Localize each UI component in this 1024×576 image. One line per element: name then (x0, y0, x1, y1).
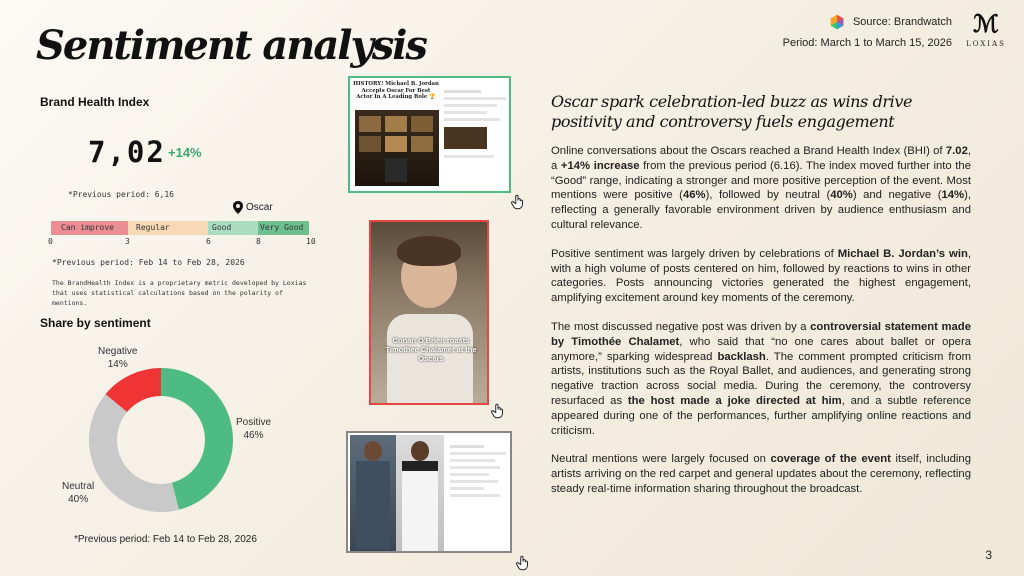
source-label: Source: Brandwatch (852, 16, 952, 28)
scale-regular: Regular (128, 221, 208, 235)
tick-3: 3 (125, 237, 130, 246)
label-neutral-name: Neutral (62, 481, 95, 492)
label-positive (236, 416, 271, 442)
post-comments (450, 441, 506, 501)
label-neutral (62, 480, 94, 506)
pointer-hand-icon (509, 193, 527, 211)
label-negative-name: Negative (98, 346, 138, 357)
bhi-period-note: *Previous period: Feb 14 to Feb 28, 2026 (52, 258, 245, 267)
post-image-left (350, 435, 396, 551)
post-headline: HISTORY! Michael B. Jordan Accepts Oscar For Best Actor In A Leading Role 🏆 (353, 81, 439, 100)
tick-0: 0 (48, 237, 53, 246)
bhi-change: +14% (168, 145, 202, 160)
paragraph-4: Neutral mentions were largely focused on coverage of the event itself, including artists arriving on the red carpet and general updates about the ceremony, reflecting steady real-time information sharing throughout the broadcast. (551, 453, 971, 495)
paragraph-2: Positive sentiment was largely driven by celebrations of Michael B. Jordan’s win, with a high volume of posts centered on him, followed by reactions to wins in other categories. Posts announcing victories generated the highest engagement, amplifying excitement around key moments of the ceremony. (551, 247, 971, 305)
logo-wordmark: LOXIAS (966, 40, 1006, 48)
scale-good: Good (208, 221, 258, 235)
share-footnote: *Previous period: Feb 14 to Feb 28, 2026 (74, 534, 257, 545)
paragraph-1: Online conversations about the Oscars reached a Brand Health Index (BHI) of 7.02, a +14% increase from the previous period (6.16). The index moved further into the “Good” range, indicating a stronger and more positive perception of the event. Most mentions were positive (46%), followed by neutral (40%) and negative (14%), reflecting a generally favorable environment driven by audience enthusiasm and cultural relevance. (551, 145, 972, 231)
paragraph-3: The most discussed negative post was driven by a controversial statement made by Timothée Chalamet, who said that “no one cares about ballet or opera anymore,” sparking widespread backlash. The comment prompted criticism from artists, institutions such as the Royal Ballet, and audiences, and generating strong negative traction across social media. During the ceremony, the controversy resurfaced as the host made a joke directed at him, and a subtle reference appeared during one of the performances, further amplifying online reactions and criticism. (551, 320, 972, 437)
pointer-hand-icon (489, 402, 507, 420)
tick-6: 6 (206, 237, 211, 246)
period-label: Period: March 1 to March 15, 2026 (782, 37, 952, 49)
marker-label: Oscar (246, 202, 273, 213)
sentiment-donut-chart (88, 367, 234, 513)
post-card-jordan[interactable] (348, 76, 511, 193)
label-positive-value: 46% (243, 430, 264, 441)
map-pin-icon (233, 201, 243, 214)
post-card-red-carpet[interactable] (346, 431, 512, 553)
oscar-marker (233, 201, 273, 214)
label-negative (98, 345, 137, 371)
tick-10: 10 (306, 237, 316, 246)
share-title: Share by sentiment (40, 316, 151, 330)
loxias-mark-icon: ℳ (973, 9, 999, 38)
scale-can-improve: Can improve (51, 221, 128, 235)
post-caption: Conan O'Brien roasts Timothée Chalamet at the Oscars (385, 336, 477, 363)
post-card-chalamet[interactable] (369, 220, 489, 405)
label-negative-value: 14% (107, 359, 128, 370)
pointer-hand-icon (514, 554, 532, 572)
post-image-right (396, 435, 444, 551)
loxias-logo (960, 9, 1012, 48)
article-headline: Oscar spark celebration-led buzz as wins drive positivity and controversy fuels engagement (551, 92, 913, 131)
donut-slice-neutral (89, 394, 179, 512)
label-positive-name: Positive (236, 417, 272, 428)
bhi-previous: *Previous period: 6,16 (68, 190, 174, 199)
page-title: Sentiment analysis (36, 22, 426, 69)
article-body (551, 144, 971, 511)
label-neutral-value: 40% (68, 494, 89, 505)
bhi-description: The BrandHealth Index is a proprietary metric developed by Loxias that uses statistical calculations based on the polarity of mentions. (52, 279, 307, 307)
tick-8: 8 (256, 237, 261, 246)
brandwatch-icon (829, 14, 845, 30)
bhi-title: Brand Health Index (40, 95, 150, 109)
scale-very-good: Very Good (258, 221, 309, 235)
source (829, 14, 952, 30)
post-image (355, 110, 439, 186)
page-number: 3 (985, 548, 992, 562)
post-comments (444, 86, 506, 186)
bhi-value: 7,02 (88, 135, 166, 169)
